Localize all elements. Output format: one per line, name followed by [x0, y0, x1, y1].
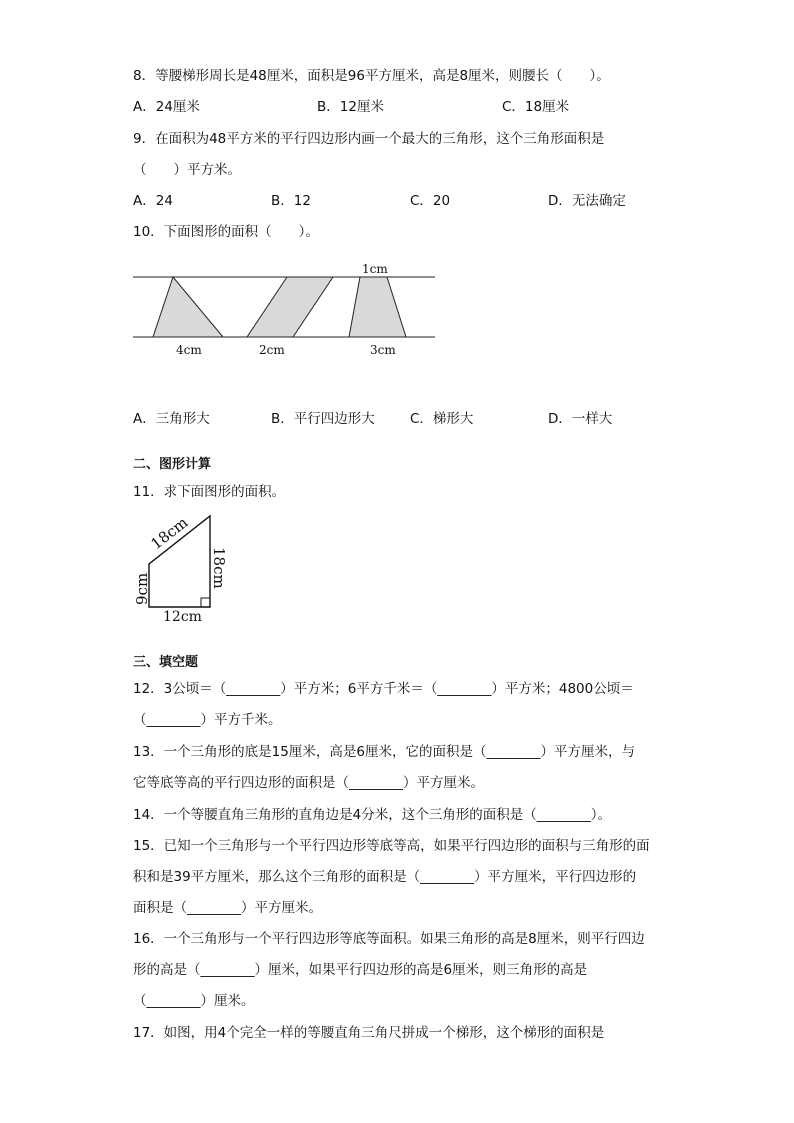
q10-bottom-label-triangle: 4cm: [176, 343, 202, 357]
section-2-title: 二、图形计算: [133, 457, 212, 472]
q9-option-c[interactable]: C．20: [410, 193, 451, 209]
section-3-title: 三、填空题: [133, 655, 199, 670]
q10-top-label: 1cm: [362, 262, 388, 276]
q11-left-label: 9cm: [133, 572, 151, 605]
q11-right-label: 18cm: [210, 547, 228, 589]
q15-line-2: 积和是39平方厘米，那么这个三角形的面积是（________）平方厘米，平行四边形的: [133, 869, 637, 885]
q11-right-angle-mark: [201, 598, 210, 607]
q9-stem-line-2: （ ）平方米。: [133, 162, 241, 178]
q16-line-3: （________）厘米。: [133, 993, 255, 1009]
q11-bottom-label: 12cm: [163, 609, 202, 625]
q12-line-2: （________）平方千米。: [133, 712, 282, 728]
q12-line-1: 12．3公顷＝（________）平方米；6平方千米＝（________）平方米；4800公顷＝: [133, 681, 634, 697]
q8-option-a[interactable]: A．24厘米: [133, 99, 200, 115]
q9-stem-line-1: 9．在面积为48平方米的平行四边形内画一个最大的三角形，这个三角形面积是: [133, 131, 605, 147]
q11-stem: 11．求下面图形的面积。: [133, 484, 286, 500]
q15-line-3: 面积是（________）平方厘米。: [133, 900, 322, 916]
q8-stem: 8．等腰梯形周长是48厘米，面积是96平方厘米，高是8厘米，则腰长（ ）。: [133, 68, 610, 84]
q10-option-a[interactable]: A．三角形大: [133, 411, 210, 427]
q9-option-d[interactable]: D．无法确定: [548, 193, 626, 209]
q8-option-b[interactable]: B．12厘米: [317, 99, 384, 115]
q10-option-c[interactable]: C．梯形大: [410, 411, 474, 427]
q16-line-2: 形的高是（________）厘米，如果平行四边形的高是6厘米，则三角形的高是: [133, 962, 588, 978]
q16-line-1: 16．一个三角形与一个平行四边形等底等面积。如果三角形的高是8厘米，则平行四边: [133, 931, 645, 947]
q10-stem: 10．下面图形的面积（ ）。: [133, 224, 319, 240]
q8-option-c[interactable]: C．18厘米: [502, 99, 570, 115]
q11-slant-label: 18cm: [147, 513, 192, 554]
q9-option-b[interactable]: B．12: [271, 193, 311, 209]
q10-option-b[interactable]: B．平行四边形大: [271, 411, 375, 427]
q10-bottom-label-parallelogram: 2cm: [259, 343, 285, 357]
q14-line-1: 14．一个等腰直角三角形的直角边是4分米，这个三角形的面积是（________）。: [133, 807, 612, 823]
q13-line-1: 13．一个三角形的底是15厘米，高是6厘米，它的面积是（________）平方厘米，与: [133, 744, 635, 760]
q15-line-1: 15．已知一个三角形与一个平行四边形等底等高，如果平行四边形的面积与三角形的面: [133, 838, 650, 854]
q17-line-1: 17．如图，用4个完全一样的等腰直角三角尺拼成一个梯形，这个梯形的面积是: [133, 1025, 605, 1041]
q10-option-d[interactable]: D．一样大: [548, 411, 613, 427]
q10-bottom-label-trapezoid: 3cm: [370, 343, 396, 357]
q9-option-a[interactable]: A．24: [133, 193, 173, 209]
q13-line-2: 它等底等高的平行四边形的面积是（________）平方厘米。: [133, 775, 484, 791]
